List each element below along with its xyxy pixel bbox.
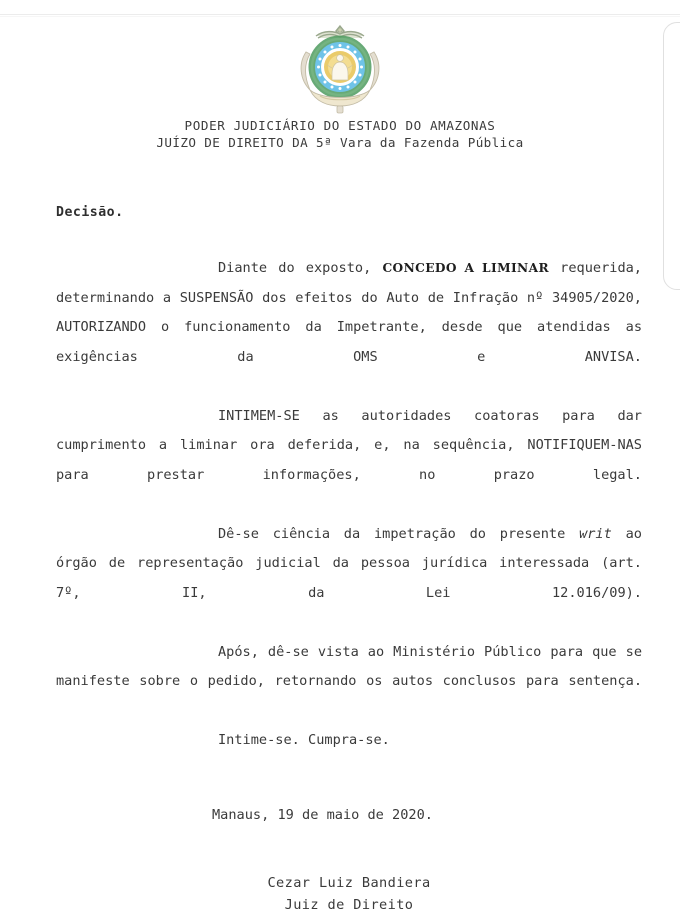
paragraph-apos-ministerio-publico: Após, dê-se vista ao Ministério Público para que se manifeste sobre o pedido, retornando os autos conclusos para sentença. [56,643,642,689]
paragraph-3-text-after: ao órgão de representação judicial da pessoa jurídica interessada (art. 7º, II, da Lei 12.016/09). [56,525,642,601]
paragraph-1-text-after: requerida, determinando a SUSPENSÃO dos efeitos do Auto de Infração nº 34905/2020, AUTORIZANDO o funcionamento da Impetrante, desde que atendidas as exigências da OMS e ANVISA. [56,260,642,365]
section-title-decisao: Decisão. [56,205,124,220]
italic-writ: writ [579,525,612,542]
signature-title: Juiz de Direito [284,896,414,913]
emphasis-concedo-a-liminar: CONCEDO A LIMINAR [382,261,549,275]
paragraph-3-text-before: Dê-se ciência da impetração do presente [218,525,580,542]
paragraph-concedo-liminar [56,254,642,402]
document-body [56,205,642,916]
header-line-chamber: JUÍZO DE DIREITO DA 5ª Vara da Fazenda Pública [156,135,524,150]
amazonas-judiciary-coat-of-arms-icon [294,22,386,118]
place-and-date: Manaus, 19 de maio de 2020. [212,806,433,823]
paragraph-intimem-se: INTIMEM-SE as autoridades coatoras para dar cumprimento a liminar ora deferida, e, na sequência, NOTIFIQUEM-NAS para prestar informações, no prazo legal. [56,407,642,483]
document-header [0,117,680,151]
closing-line-intime-se: Intime-se. Cumpra-se. [218,732,390,748]
paragraph-1-text-before: Diante do exposto, [218,260,383,276]
emblem-container [0,22,680,122]
signature-block [56,872,642,916]
header-line-court: PODER JUDICIÁRIO DO ESTADO DO AMAZONAS [184,118,496,133]
signature-name: Cezar Luiz Bandiera [267,874,431,891]
paragraph-de-se-ciencia [56,520,642,638]
